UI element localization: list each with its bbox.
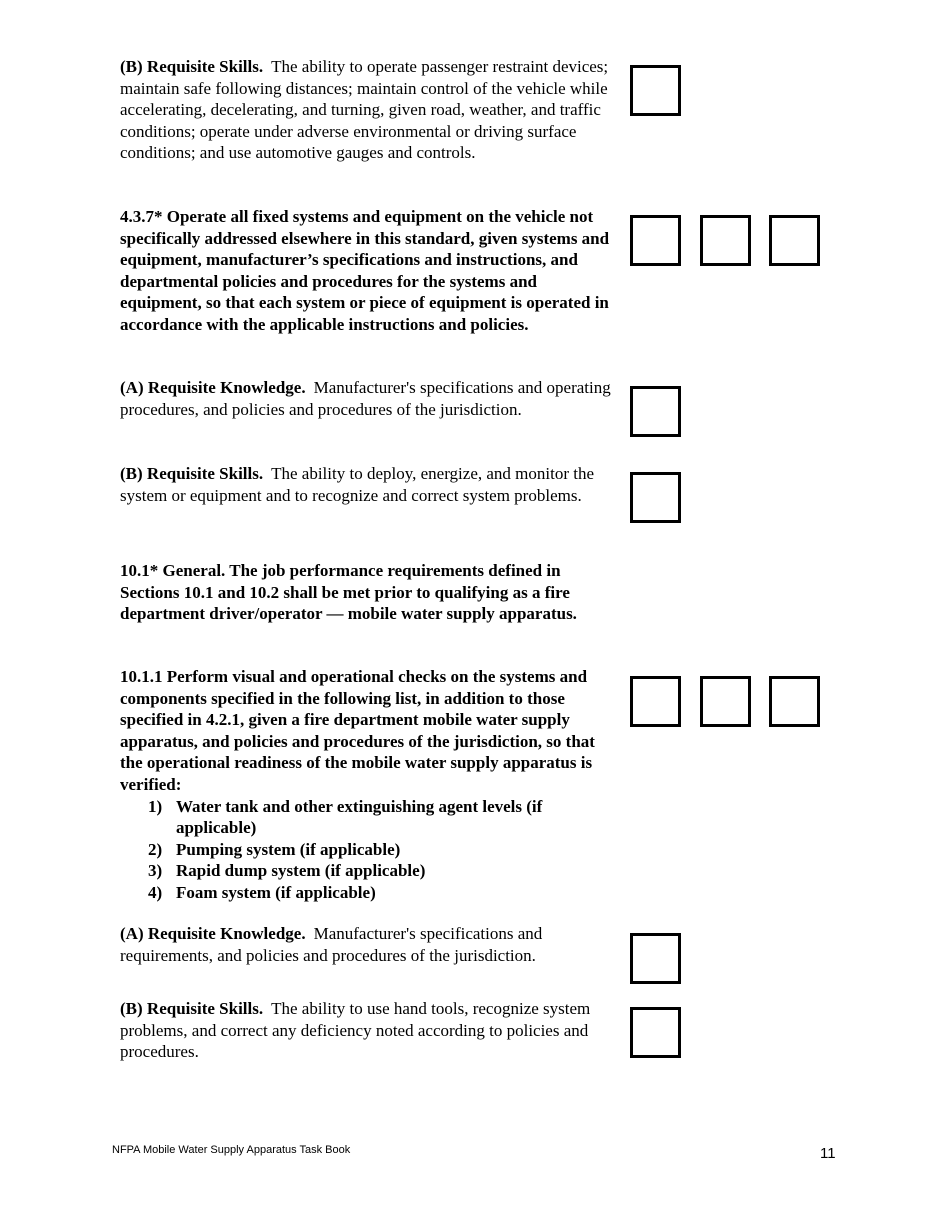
list-number: 2) (148, 839, 163, 859)
requisite-skills-paragraph (120, 56, 615, 164)
section-10-1-paragraph (120, 560, 615, 625)
section-text: Manufacturer's specifications and requirements, and policies and procedures of the jurisdiction. (120, 924, 543, 965)
list-number: 4) (148, 882, 163, 902)
section-text: The ability to deploy, energize, and monitor the system or equipment and to recognize and correct system problems. (120, 464, 595, 505)
list-label: Water tank and other extinguishing agent levels (if applicable) (176, 796, 543, 838)
list-number: 3) (148, 861, 163, 881)
section-lead: (B) Requisite Skills. (120, 464, 264, 483)
signoff-checkbox[interactable] (700, 215, 751, 266)
requisite-knowledge-paragraph (120, 923, 615, 966)
signoff-checkbox[interactable] (630, 933, 681, 984)
requisite-skills-paragraph (120, 463, 615, 506)
section-text: 10.1.1 Perform visual and operational checks on the systems and components specified in the following list, in addition to those specified in 4.2.1, given a fire department mobile water supply apparatus, and policies and procedures of the jurisdiction, so that the operational readiness of the mobile water supply apparatus is verified: (120, 667, 595, 794)
signoff-checkbox[interactable] (630, 1007, 681, 1058)
section-lead: (B) Requisite Skills. (120, 57, 264, 76)
section-text: Manufacturer's specifications and operating procedures, and policies and procedures of the jurisdiction. (120, 378, 611, 419)
signoff-checkbox[interactable] (700, 676, 751, 727)
signoff-checkbox[interactable] (769, 215, 820, 266)
jpr-4-3-7-paragraph (120, 206, 615, 336)
section-text: The ability to operate passenger restraint devices; maintain safe following distances; maintain control of the vehicle while accelerating, decelerating, and turning, given road, weather, and traffic conditions; operate under adverse environmental or driving surface conditions; and use automotive gauges and controls. (120, 57, 609, 163)
list-label: Foam system (if applicable) (176, 882, 376, 902)
jpr-10-1-1-paragraph (120, 666, 615, 904)
page-number: 11 (820, 1145, 836, 1162)
section-lead: (A) Requisite Knowledge. (120, 378, 306, 397)
section-text: 4.3.7* Operate all fixed systems and equipment on the vehicle not specifically addressed elsewhere in this standard, given systems and equipment, manufacturer’s specifications and instructions, and departmental policies and procedures for the systems and equipment, so that each system or piece of equipment is operated in accordance with the applicable instructions and policies. (120, 207, 610, 334)
list-item (120, 860, 615, 882)
section-lead: (B) Requisite Skills. (120, 999, 264, 1018)
signoff-checkbox[interactable] (630, 676, 681, 727)
signoff-checkbox[interactable] (630, 65, 681, 116)
section-text: 10.1* General. The job performance requirements defined in Sections 10.1 and 10.2 shall be met prior to qualifying as a fire department driver/operator — mobile water supply apparatus. (120, 561, 577, 624)
signoff-checkbox[interactable] (630, 472, 681, 523)
signoff-checkbox[interactable] (630, 386, 681, 437)
requisite-skills-paragraph (120, 998, 615, 1063)
requisite-knowledge-paragraph (120, 377, 615, 420)
list-item (120, 882, 615, 904)
list-item (120, 796, 615, 839)
footer-title: NFPA Mobile Water Supply Apparatus Task Book (112, 1144, 351, 1156)
list-label: Pumping system (if applicable) (176, 839, 401, 859)
section-lead: (A) Requisite Knowledge. (120, 924, 306, 943)
section-text: The ability to use hand tools, recognize system problems, and correct any deficiency noted according to policies and procedures. (120, 999, 591, 1062)
signoff-checkbox[interactable] (769, 676, 820, 727)
signoff-checkbox[interactable] (630, 215, 681, 266)
list-item (120, 839, 615, 861)
list-number: 1) (148, 796, 163, 816)
list-label: Rapid dump system (if applicable) (176, 861, 426, 881)
checklist (120, 796, 615, 904)
